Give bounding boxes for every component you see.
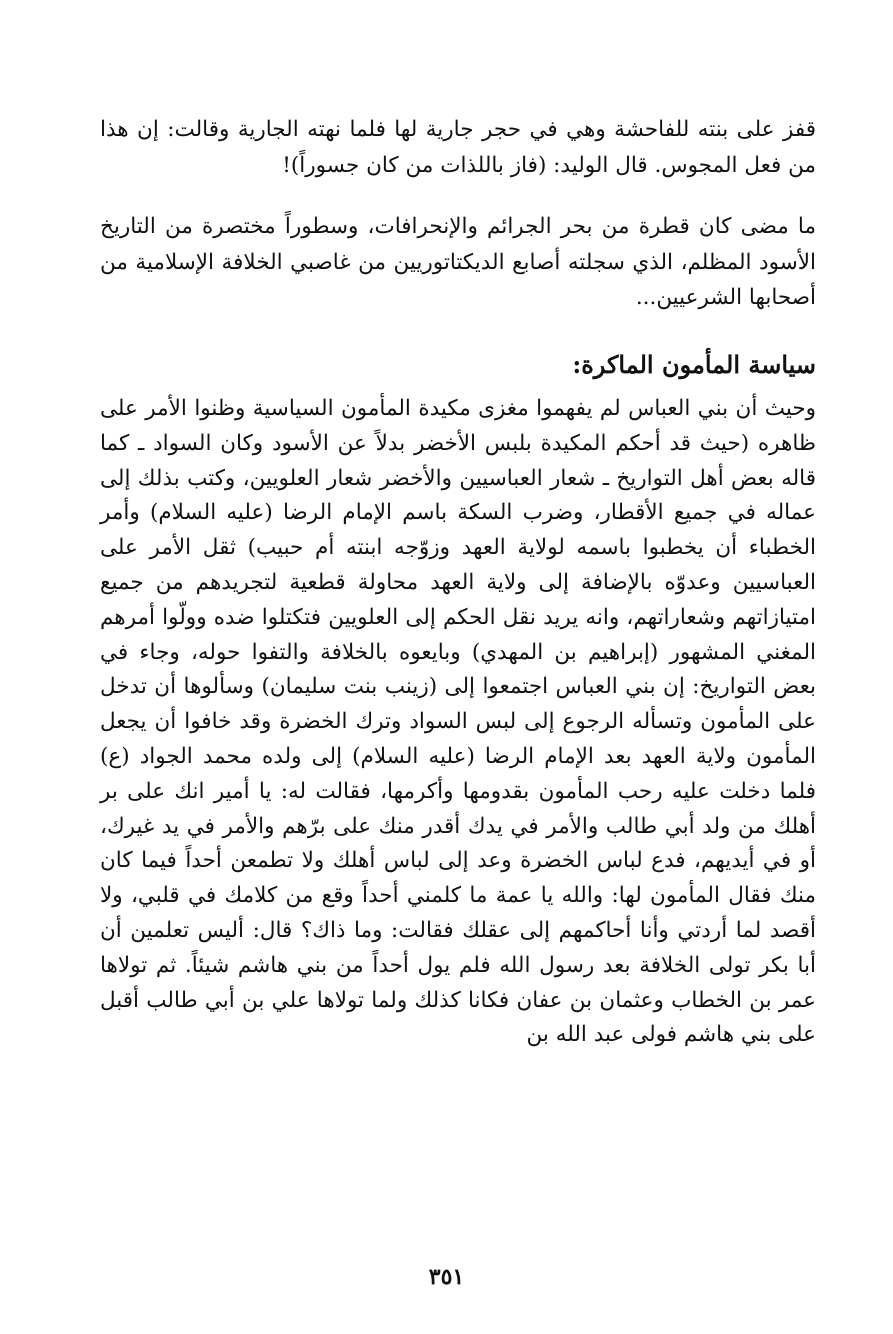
paragraph-summary: ما مضى كان قطرة من بحر الجرائم والإنحرافات، وسطوراً مختصرة من التاريخ الأسود المظلم، الذي سجلته أصابع الديكتاتوريين من غاصبي الخلافة الإسلامية من أصحابها الشرعيين... — [100, 214, 816, 310]
paragraph-main: وحيث أن بني العباس لم يفهموا مغزى مكيدة المأمون السياسية وظنوا الأمر على ظاهره (حيث قد أحكم المكيدة بلبس الأخضر بدلاً عن الأسود وكان السواد ـ كما قاله بعض أهل التواريخ ـ شعار العباسيين والأخضر شعار العلويين، وكتب بذلك إلى عماله في جميع الأقطار، وضرب السكة باسم الإمام الرضا (عليه السلام) وأمر الخطباء أن يخطبوا باسمه لولاية العهد وزوّجه ابنته أم حبيب) ثقل الأمر على العباسيين وعدوّه بالإضافة إلى ولاية العهد محاولة قطعية لتجريدهم من جميع امتيازاتهم وشعاراتهم، وانه يريد نقل الحكم إلى العلويين فتكتلوا ضده وولّوا أمرهم المغني المشهور (إبراهيم بن المهدي) وبايعوه بالخلافة والتفوا حوله، وجاء في بعض التواريخ: إن بني العباس اجتمعوا إلى (زينب بنت سليمان) وسألوها أن تدخل على المأمون وتسأله الرجوع إلى لبس السواد وترك الخضرة وقد خافوا أن يجعل المأمون ولاية العهد بعد الإمام الرضا (عليه السلام) إلى ولده محمد الجواد (ع) فلما دخلت عليه رحب المأمون بقدومها وأكرمها، فقالت له: يا أمير انك على بر أهلك من ولد أبي طالب والأمر في يدك أقدر منك على برّهم والأمر في يد غيرك، أو في أيديهم، فدع لباس الخضرة وعد إلى لباس أهلك ولا تطمعن أحداً فيما كان منك فقال المأمون لها: والله يا عمة ما كلمني أحداً وقع من كلامك في قلبي، ولا أقصد لما أردتي وأنا أحاكمهم إلى عقلك فقالت: وما ذاك؟ قال: أليس تعلمين أن أبا بكر تولى الخلافة بعد رسول الله فلم يول أحداً من بني هاشم شيئاً. ثم تولاها عمر بن الخطاب وعثمان بن عفان فكانا كذلك ولما تولاها علي بن أبي طالب أقبل على بني هاشم فولى عبد الله بن — [100, 396, 816, 1048]
section-heading: سياسة المأمون الماكرة: — [572, 350, 816, 379]
page-number: ٣٥١ — [428, 1264, 465, 1290]
paragraph-opening: قفز على بنته للفاحشة وهي في حجر جارية لها فلما نهته الجارية وقالت: إن هذا من فعل المجوس. قال الوليد: (فاز باللذات من كان جسوراً)! — [100, 117, 816, 178]
